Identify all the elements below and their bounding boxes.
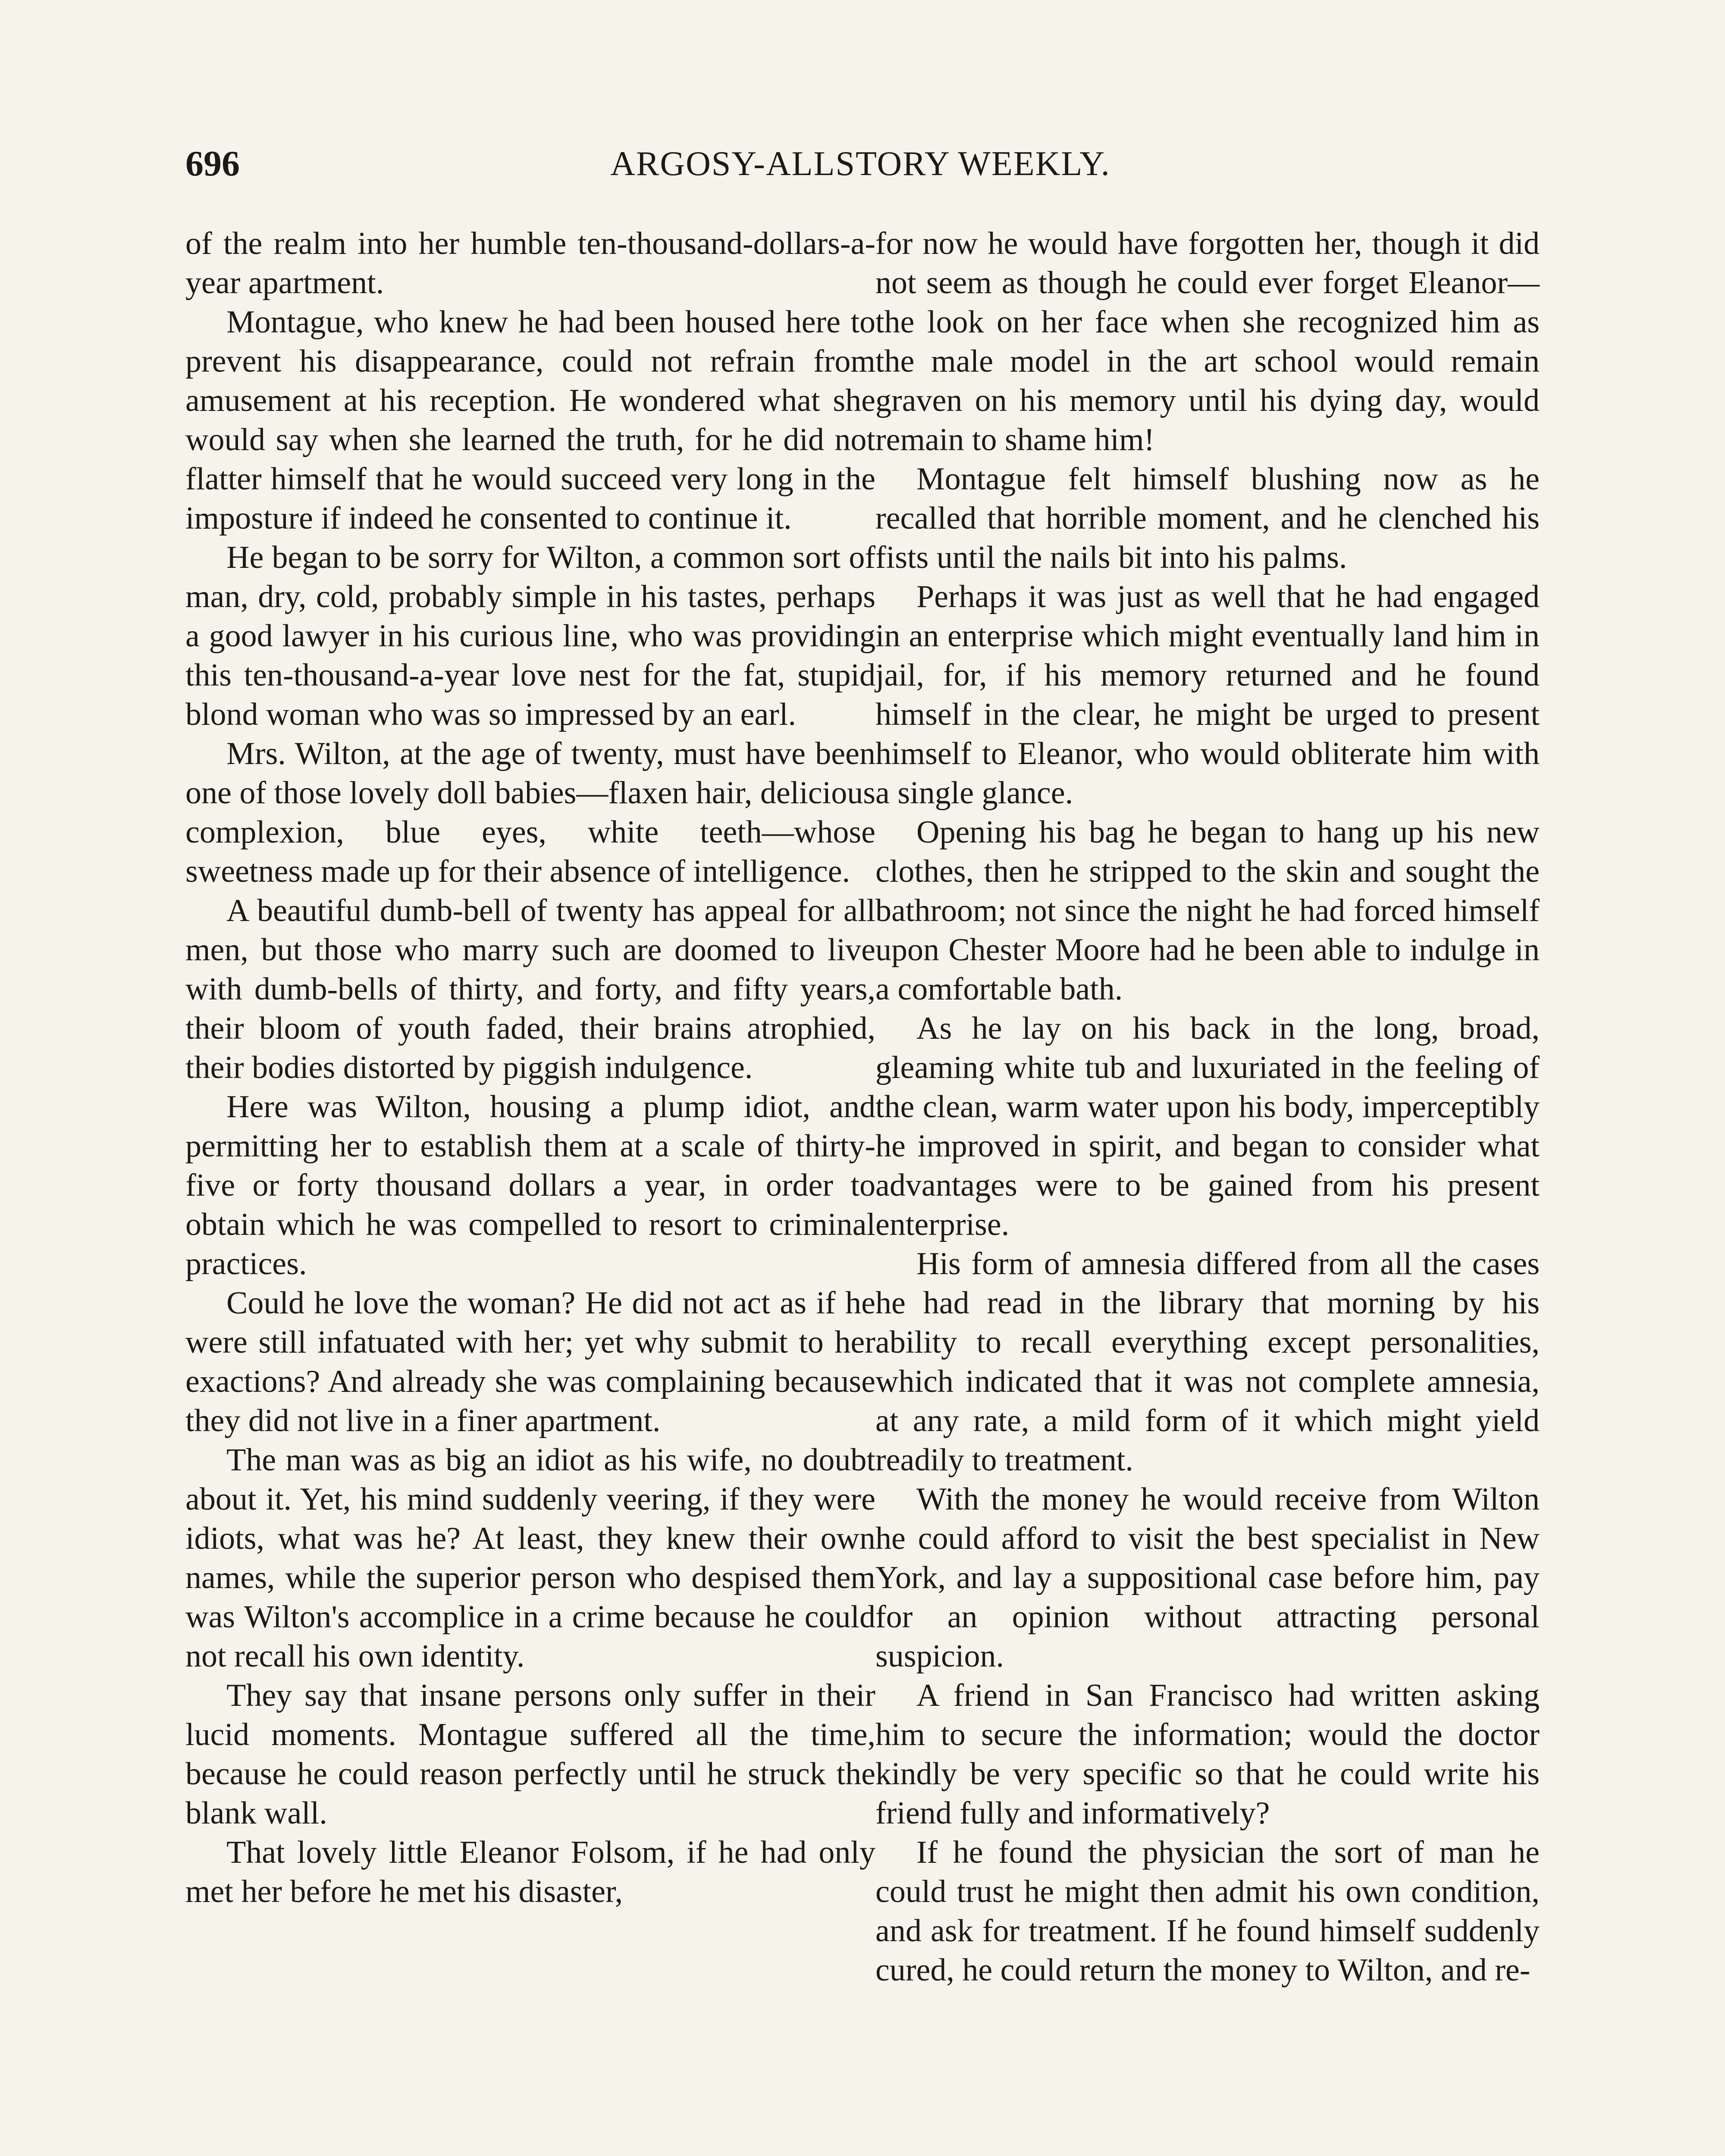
- paragraph: They say that insane persons only suffer in their lucid moments. Montague suffered all the time, because he could reason perfectly until he struck the blank wall.: [185, 1678, 875, 1831]
- paragraph: If he found the physician the sort of man he could trust he might then admit his own condition, and ask for treatment. If he found himself suddenly cured, he could return the money to Wilton, and re-: [875, 1835, 1540, 1988]
- paragraph: Could he love the woman? He did not act as if he were still infatuated with her; yet why submit to her exactions? And already she was complaining because they did not live in a finer apartment.: [185, 1285, 875, 1438]
- paragraph: for now he would have forgotten her, though it did not seem as though he could ever forget Eleanor—the look on her face when she recognized him as the male model in the art school would remain graven on his memory until his dying day, would remain to shame him!: [875, 226, 1540, 458]
- paragraph: Opening his bag he began to hang up his new clothes, then he stripped to the skin and sought the bathroom; not since the night he had forced himself upon Chester Moore had he been able to indulge in a comfortable bath.: [875, 815, 1540, 1007]
- paragraph: With the money he would receive from Wilton he could afford to visit the best specialist in New York, and lay a suppositional case before him, pay for an opinion without attracting personal suspicion.: [875, 1482, 1540, 1674]
- paragraph: of the realm into her humble ten-thousand-dollars-a-year apartment.: [185, 226, 875, 301]
- page-header: [185, 138, 1535, 194]
- left-column: [185, 224, 875, 1912]
- paragraph: He began to be sorry for Wilton, a common sort of man, dry, cold, probably simple in his tastes, perhaps a good lawyer in his curious line, who was providing this ten-thousand-a-year love nest for the fat, stupid blond woman who was so impressed by an earl.: [185, 540, 875, 732]
- paragraph: Mrs. Wilton, at the age of twenty, must have been one of those lovely doll babies—flaxen hair, delicious complexion, blue eyes, white teeth—whose sweetness made up for their absence of intelligence.: [185, 736, 875, 889]
- running-head: ARGOSY-ALLSTORY WEEKLY.: [610, 145, 1110, 183]
- paragraph: As he lay on his back in the long, broad, gleaming white tub and luxuriated in the feeling of the clean, warm water upon his body, imperceptibly he improved in spirit, and began to consider what advantages were to be gained from his present enterprise.: [875, 1011, 1540, 1242]
- paragraph: His form of amnesia differed from all the cases he had read in the library that morning by his ability to recall everything except personalities, which indicated that it was not complete amnesia, at any rate, a mild form of it which might yield readily to treatment.: [875, 1246, 1540, 1478]
- paragraph: Here was Wilton, housing a plump idiot, and permitting her to establish them at a scale of thirty-five or forty thousand dollars a year, in order to obtain which he was compelled to resort to criminal practices.: [185, 1089, 875, 1282]
- paragraph: A friend in San Francisco had written asking him to secure the information; would the doctor kindly be very specific so that he could write his friend fully and informatively?: [875, 1678, 1540, 1831]
- paragraph: A beautiful dumb-bell of twenty has appeal for all men, but those who marry such are doomed to live with dumb-bells of thirty, and forty, and fifty years, their bloom of youth faded, their brains atrophied, their bodies distorted by piggish indulgence.: [185, 893, 875, 1085]
- paragraph: Perhaps it was just as well that he had engaged in an enterprise which might eventually land him in jail, for, if his memory returned and he found himself in the clear, he might be urged to present himself to Eleanor, who would obliterate him with a single glance.: [875, 579, 1540, 811]
- right-column: [875, 224, 1540, 1990]
- paragraph: Montague, who knew he had been housed here to prevent his disappearance, could not refrain from amusement at his reception. He wondered what she would say when she learned the truth, for he did not flatter himself that he would succeed very long in the imposture if indeed he consented to continue it.: [185, 304, 875, 536]
- paragraph: That lovely little Eleanor Folsom, if he had only met her before he met his disaster,: [185, 1835, 875, 1909]
- page-number: 696: [185, 144, 240, 184]
- paragraph: The man was as big an idiot as his wife, no doubt about it. Yet, his mind suddenly veering, if they were idiots, what was he? At least, they knew their own names, while the superior person who despised them was Wilton's accomplice in a crime because he could not recall his own identity.: [185, 1442, 875, 1674]
- paragraph: Montague felt himself blushing now as he recalled that horrible moment, and he clenched his fists until the nails bit into his palms.: [875, 461, 1540, 575]
